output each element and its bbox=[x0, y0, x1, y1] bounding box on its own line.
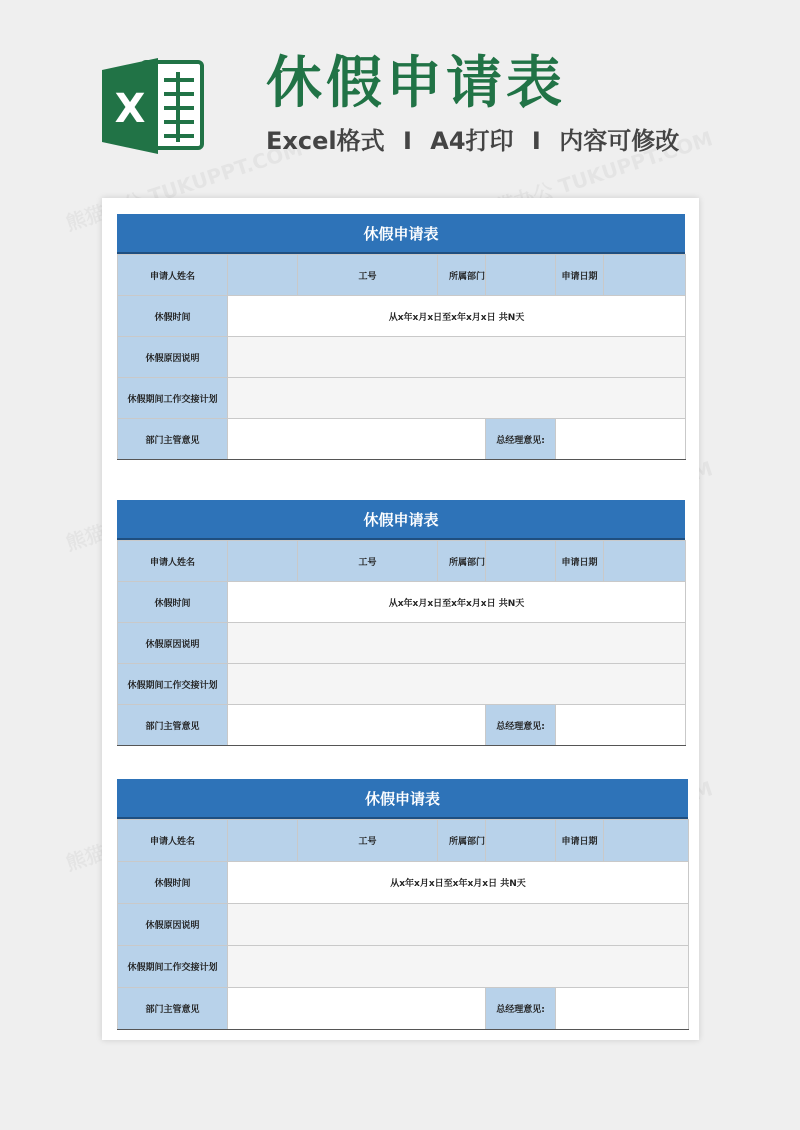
table-row bbox=[118, 705, 686, 746]
form-table bbox=[117, 819, 689, 1030]
form-table bbox=[117, 254, 686, 460]
supervisor-opinion-label: 部门主管意见 bbox=[118, 988, 228, 1030]
document-page bbox=[102, 198, 699, 1040]
gm-opinion-label: 总经理意见: bbox=[486, 988, 556, 1030]
leave-time-value[interactable]: 从x年x月x日至x年x月x日 共N天 bbox=[228, 582, 686, 623]
handover-plan-input[interactable] bbox=[228, 946, 689, 988]
employee-id-label: 工号 bbox=[298, 820, 438, 862]
table-row bbox=[118, 946, 689, 988]
department-input[interactable] bbox=[486, 541, 556, 582]
leave-time-label: 休假时间 bbox=[118, 862, 228, 904]
leave-reason-input[interactable] bbox=[228, 623, 686, 664]
table-row bbox=[118, 582, 686, 623]
subtitle-print: A4打印 bbox=[430, 127, 514, 155]
table-row bbox=[118, 255, 686, 296]
apply-date-input[interactable] bbox=[604, 541, 686, 582]
handover-plan-input[interactable] bbox=[228, 664, 686, 705]
applicant-label: 申请人姓名 bbox=[118, 255, 228, 296]
gm-opinion-label: 总经理意见: bbox=[486, 705, 556, 746]
leave-form bbox=[117, 779, 688, 1030]
table-row bbox=[118, 862, 689, 904]
department-input[interactable] bbox=[486, 820, 556, 862]
table-row bbox=[118, 419, 686, 460]
table-row bbox=[118, 541, 686, 582]
leave-form bbox=[117, 214, 685, 460]
supervisor-opinion-label: 部门主管意见 bbox=[118, 419, 228, 460]
apply-date-input[interactable] bbox=[604, 820, 689, 862]
table-row bbox=[118, 378, 686, 419]
supervisor-opinion-input[interactable] bbox=[228, 419, 486, 460]
form-table bbox=[117, 540, 686, 746]
page-title: 休假申请表 bbox=[266, 51, 566, 116]
table-row bbox=[118, 904, 689, 946]
handover-plan-label: 休假期间工作交接计划 bbox=[118, 664, 228, 705]
subtitle-separator: I bbox=[531, 127, 541, 155]
employee-id-label: 工号 bbox=[298, 255, 438, 296]
applicant-label: 申请人姓名 bbox=[118, 820, 228, 862]
table-row bbox=[118, 988, 689, 1030]
form-title: 休假申请表 bbox=[117, 214, 685, 254]
leave-reason-label: 休假原因说明 bbox=[118, 623, 228, 664]
supervisor-opinion-input[interactable] bbox=[228, 705, 486, 746]
handover-plan-label: 休假期间工作交接计划 bbox=[118, 378, 228, 419]
logo-letter: X bbox=[114, 86, 146, 132]
table-row bbox=[118, 664, 686, 705]
table-row bbox=[118, 623, 686, 664]
subtitle-separator: I bbox=[402, 127, 412, 155]
applicant-input[interactable] bbox=[228, 255, 298, 296]
applicant-input[interactable] bbox=[228, 820, 298, 862]
employee-id-label: 工号 bbox=[298, 541, 438, 582]
leave-time-label: 休假时间 bbox=[118, 582, 228, 623]
handover-plan-input[interactable] bbox=[228, 378, 686, 419]
applicant-label: 申请人姓名 bbox=[118, 541, 228, 582]
subtitle-format: Excel格式 bbox=[266, 127, 385, 155]
gm-opinion-label: 总经理意见: bbox=[486, 419, 556, 460]
form-title: 休假申请表 bbox=[117, 500, 685, 540]
department-label: 所属部门 bbox=[438, 541, 486, 582]
table-row bbox=[118, 820, 689, 862]
applicant-input[interactable] bbox=[228, 541, 298, 582]
gm-opinion-input[interactable] bbox=[556, 705, 686, 746]
page-header bbox=[0, 0, 800, 195]
gm-opinion-input[interactable] bbox=[556, 988, 689, 1030]
table-row bbox=[118, 296, 686, 337]
leave-form bbox=[117, 500, 685, 746]
apply-date-label: 申请日期 bbox=[556, 541, 604, 582]
supervisor-opinion-input[interactable] bbox=[228, 988, 486, 1030]
apply-date-label: 申请日期 bbox=[556, 255, 604, 296]
gm-opinion-input[interactable] bbox=[556, 419, 686, 460]
leave-time-value[interactable]: 从x年x月x日至x年x月x日 共N天 bbox=[228, 862, 689, 904]
leave-reason-label: 休假原因说明 bbox=[118, 904, 228, 946]
subtitle-editable: 内容可修改 bbox=[559, 127, 680, 155]
apply-date-label: 申请日期 bbox=[556, 820, 604, 862]
handover-plan-label: 休假期间工作交接计划 bbox=[118, 946, 228, 988]
leave-reason-input[interactable] bbox=[228, 904, 689, 946]
leave-time-label: 休假时间 bbox=[118, 296, 228, 337]
leave-reason-input[interactable] bbox=[228, 337, 686, 378]
leave-time-value[interactable]: 从x年x月x日至x年x月x日 共N天 bbox=[228, 296, 686, 337]
page-subtitle bbox=[266, 126, 689, 156]
excel-icon bbox=[102, 58, 206, 154]
apply-date-input[interactable] bbox=[604, 255, 686, 296]
supervisor-opinion-label: 部门主管意见 bbox=[118, 705, 228, 746]
leave-reason-label: 休假原因说明 bbox=[118, 337, 228, 378]
department-label: 所属部门 bbox=[438, 255, 486, 296]
table-row bbox=[118, 337, 686, 378]
form-title: 休假申请表 bbox=[117, 779, 688, 819]
department-label: 所属部门 bbox=[438, 820, 486, 862]
department-input[interactable] bbox=[486, 255, 556, 296]
